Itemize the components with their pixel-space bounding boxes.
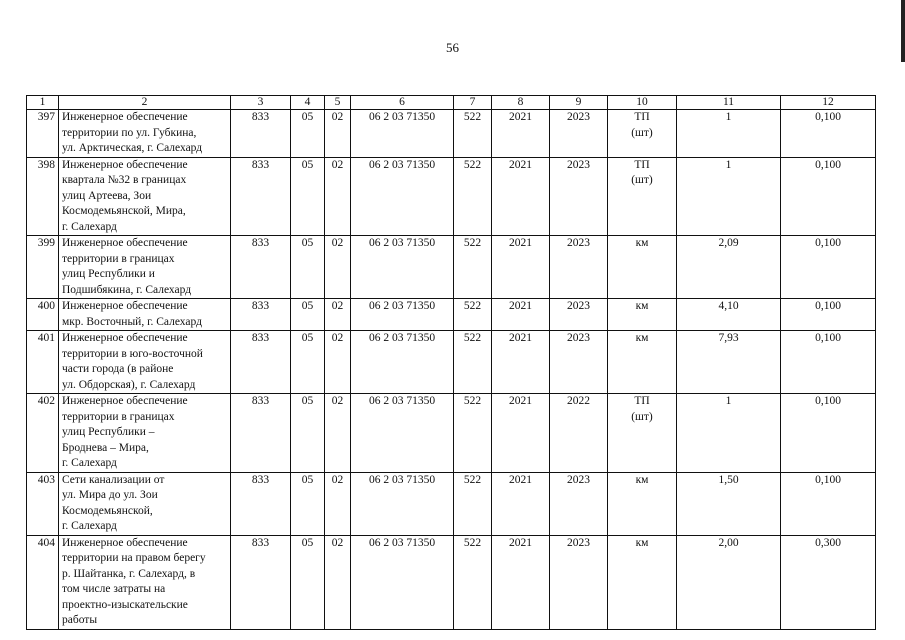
cell-col-7: 522 xyxy=(454,157,492,236)
cell-col-3: 833 xyxy=(231,331,291,394)
cell-col-4: 05 xyxy=(291,535,325,629)
cell-col-11: 4,10 xyxy=(677,299,781,331)
cell-col-6: 06 2 03 71350 xyxy=(351,299,454,331)
cell-col-6: 06 2 03 71350 xyxy=(351,535,454,629)
cell-col-6: 06 2 03 71350 xyxy=(351,110,454,158)
cell-col-12: 0,100 xyxy=(781,331,876,394)
cell-col-10: ТП (шт) xyxy=(608,157,677,236)
cell-col-5: 02 xyxy=(325,535,351,629)
table-row xyxy=(27,236,876,299)
cell-col-12: 0,100 xyxy=(781,157,876,236)
header-cell: 12 xyxy=(781,96,876,110)
row-number: 398 xyxy=(27,157,59,236)
cell-col-8: 2021 xyxy=(492,394,550,473)
cell-col-3: 833 xyxy=(231,236,291,299)
cell-col-5: 02 xyxy=(325,394,351,473)
header-cell: 2 xyxy=(59,96,231,110)
cell-col-10: км xyxy=(608,535,677,629)
cell-col-3: 833 xyxy=(231,394,291,473)
header-cell: 5 xyxy=(325,96,351,110)
header-cell: 11 xyxy=(677,96,781,110)
table-row xyxy=(27,157,876,236)
cell-col-3: 833 xyxy=(231,110,291,158)
cell-col-9: 2023 xyxy=(550,472,608,535)
object-name: Инженерное обеспечение квартала №32 в границах улиц Артеева, Зои Космодемьянской, Мира, г. Салехард xyxy=(59,157,231,236)
header-cell: 6 xyxy=(351,96,454,110)
cell-col-4: 05 xyxy=(291,299,325,331)
row-number: 399 xyxy=(27,236,59,299)
cell-col-6: 06 2 03 71350 xyxy=(351,157,454,236)
cell-col-6: 06 2 03 71350 xyxy=(351,236,454,299)
object-name: Инженерное обеспечение территории на правом берегу р. Шайтанка, г. Салехард, в том числе затраты на проектно-изыскательские работы xyxy=(59,535,231,629)
cell-col-8: 2021 xyxy=(492,236,550,299)
cell-col-7: 522 xyxy=(454,472,492,535)
cell-col-4: 05 xyxy=(291,157,325,236)
cell-col-10: км xyxy=(608,299,677,331)
cell-col-10: км xyxy=(608,472,677,535)
cell-col-12: 0,100 xyxy=(781,394,876,473)
cell-col-4: 05 xyxy=(291,472,325,535)
cell-col-10: км xyxy=(608,331,677,394)
cell-col-12: 0,100 xyxy=(781,110,876,158)
table-row xyxy=(27,394,876,473)
object-name: Инженерное обеспечение мкр. Восточный, г. Салехард xyxy=(59,299,231,331)
cell-col-4: 05 xyxy=(291,236,325,299)
cell-col-9: 2023 xyxy=(550,299,608,331)
cell-col-11: 2,00 xyxy=(677,535,781,629)
cell-col-6: 06 2 03 71350 xyxy=(351,394,454,473)
table-row xyxy=(27,331,876,394)
cell-col-5: 02 xyxy=(325,472,351,535)
cell-col-9: 2023 xyxy=(550,535,608,629)
header-cell: 10 xyxy=(608,96,677,110)
cell-col-7: 522 xyxy=(454,535,492,629)
cell-col-11: 1 xyxy=(677,157,781,236)
cell-col-3: 833 xyxy=(231,157,291,236)
header-cell: 8 xyxy=(492,96,550,110)
header-cell: 3 xyxy=(231,96,291,110)
cell-col-4: 05 xyxy=(291,331,325,394)
header-cell: 1 xyxy=(27,96,59,110)
cell-col-6: 06 2 03 71350 xyxy=(351,472,454,535)
table-row xyxy=(27,110,876,158)
cell-col-11: 7,93 xyxy=(677,331,781,394)
cell-col-4: 05 xyxy=(291,394,325,473)
table-row xyxy=(27,535,876,629)
page-number: 56 xyxy=(446,40,459,55)
cell-col-8: 2021 xyxy=(492,299,550,331)
cell-col-9: 2023 xyxy=(550,236,608,299)
cell-col-12: 0,300 xyxy=(781,535,876,629)
table-row xyxy=(27,472,876,535)
cell-col-11: 1,50 xyxy=(677,472,781,535)
cell-col-8: 2021 xyxy=(492,535,550,629)
cell-col-8: 2021 xyxy=(492,157,550,236)
cell-col-3: 833 xyxy=(231,299,291,331)
cell-col-11: 1 xyxy=(677,110,781,158)
cell-col-3: 833 xyxy=(231,535,291,629)
cell-col-9: 2023 xyxy=(550,157,608,236)
cell-col-7: 522 xyxy=(454,110,492,158)
row-number: 397 xyxy=(27,110,59,158)
row-number: 401 xyxy=(27,331,59,394)
cell-col-5: 02 xyxy=(325,331,351,394)
cell-col-7: 522 xyxy=(454,299,492,331)
cell-col-10: ТП (шт) xyxy=(608,110,677,158)
cell-col-10: км xyxy=(608,236,677,299)
row-number: 403 xyxy=(27,472,59,535)
cell-col-5: 02 xyxy=(325,157,351,236)
header-cell: 7 xyxy=(454,96,492,110)
cell-col-11: 2,09 xyxy=(677,236,781,299)
cell-col-12: 0,100 xyxy=(781,472,876,535)
cell-col-6: 06 2 03 71350 xyxy=(351,331,454,394)
header-row xyxy=(27,96,876,110)
cell-col-5: 02 xyxy=(325,236,351,299)
cell-col-9: 2022 xyxy=(550,394,608,473)
object-name: Инженерное обеспечение территории в границах улиц Республики – Броднева – Мира, г. Салехард xyxy=(59,394,231,473)
object-name: Сети канализации от ул. Мира до ул. Зои Космодемьянской, г. Салехард xyxy=(59,472,231,535)
object-name: Инженерное обеспечение территории по ул. Губкина, ул. Арктическая, г. Салехард xyxy=(59,110,231,158)
header-cell: 9 xyxy=(550,96,608,110)
cell-col-3: 833 xyxy=(231,472,291,535)
cell-col-8: 2021 xyxy=(492,110,550,158)
cell-col-7: 522 xyxy=(454,331,492,394)
cell-col-5: 02 xyxy=(325,110,351,158)
row-number: 404 xyxy=(27,535,59,629)
object-name: Инженерное обеспечение территории в юго-восточной части города (в районе ул. Обдорская), г. Салехард xyxy=(59,331,231,394)
cell-col-4: 05 xyxy=(291,110,325,158)
cell-col-5: 02 xyxy=(325,299,351,331)
cell-col-10: ТП (шт) xyxy=(608,394,677,473)
cell-col-8: 2021 xyxy=(492,472,550,535)
cell-col-12: 0,100 xyxy=(781,236,876,299)
cell-col-7: 522 xyxy=(454,394,492,473)
object-name: Инженерное обеспечение территории в границах улиц Республики и Подшибякина, г. Салехард xyxy=(59,236,231,299)
cell-col-11: 1 xyxy=(677,394,781,473)
header-cell: 4 xyxy=(291,96,325,110)
cell-col-7: 522 xyxy=(454,236,492,299)
table-row xyxy=(27,299,876,331)
data-table xyxy=(26,95,876,630)
cell-col-9: 2023 xyxy=(550,110,608,158)
cell-col-9: 2023 xyxy=(550,331,608,394)
row-number: 402 xyxy=(27,394,59,473)
cell-col-8: 2021 xyxy=(492,331,550,394)
row-number: 400 xyxy=(27,299,59,331)
cell-col-12: 0,100 xyxy=(781,299,876,331)
